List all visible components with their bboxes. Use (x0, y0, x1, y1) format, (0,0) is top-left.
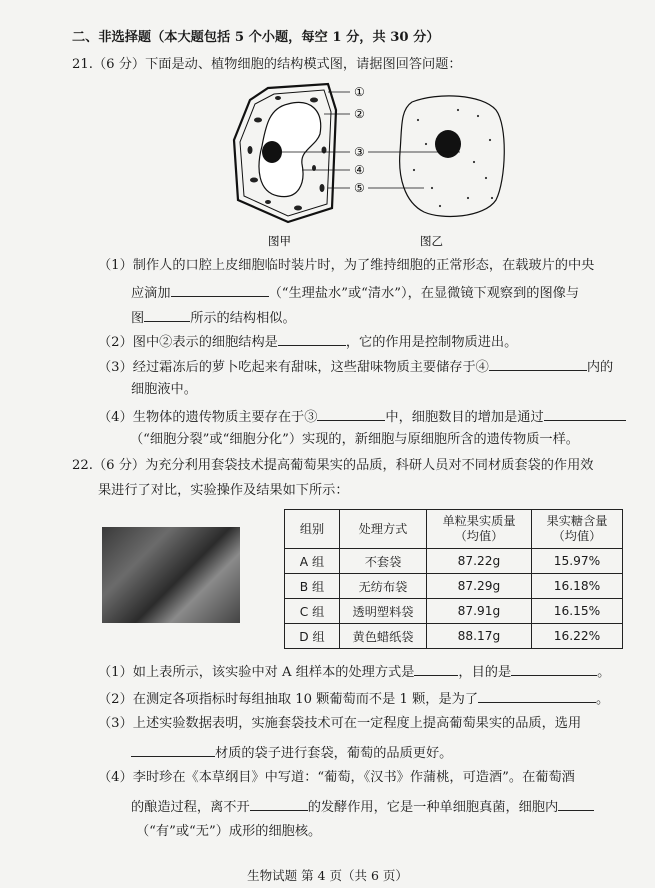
answer-blank[interactable] (171, 282, 269, 297)
answer-blank[interactable] (544, 406, 626, 421)
header-cell: 组别 (285, 510, 340, 549)
results-table (284, 509, 623, 649)
label-4: ④ (354, 163, 365, 177)
answer-blank[interactable] (250, 796, 308, 811)
fig-a-caption: 图甲 (268, 234, 291, 248)
q21-p3-line1: （3）经过霜冻后的萝卜吃起来有甜味，这些甜味物质主要储存于④ 内的 (98, 356, 613, 377)
table-row: A 组 不套袋 87.22g 15.97% (285, 549, 623, 574)
q21-p4-line2: （“细胞分裂”或“细胞分化”）实现的，新细胞与原细胞所含的遗传物质一样。 (130, 432, 579, 447)
q21-p3-line2: 细胞液中。 (131, 382, 197, 397)
q22-stem-line2: 果进行了对比，实验操作及结果如下所示： (98, 483, 349, 498)
q22-stem-line1: 22.（6 分）为充分利用套袋技术提高葡萄果实的品质，科研人员对不同材质套袋的作用效 (72, 458, 594, 473)
q21-stem: 21.（6 分）下面是动、植物细胞的结构模式图，请据图回答问题： (72, 57, 462, 72)
q21-p4-line1: （4）生物体的遗传物质主要存在于③ 中，细胞数目的增加是通过 (98, 406, 626, 427)
answer-blank[interactable] (414, 661, 458, 676)
grape-bagging-photo (102, 527, 240, 623)
label-2: ② (354, 107, 365, 121)
answer-blank[interactable] (144, 307, 190, 322)
q22-p1: （1）如上表所示，该实验中对 A 组样本的处理方式是 ，目的是 。 (98, 661, 610, 682)
q21-p1-line3: 图 所示的结构相似。 (131, 307, 296, 328)
answer-blank[interactable] (558, 796, 594, 811)
q22-p2: （2）在测定各项指标时每组抽取 10 颗葡萄而不是 1 颗，是为了 。 (98, 688, 609, 709)
cell-diagram (228, 80, 518, 250)
table-header-row (285, 510, 623, 549)
table-row: D 组 黄色蜡纸袋 88.17g 16.22% (285, 624, 623, 649)
page-footer: 生物试题 第 4 页（共 6 页） (247, 868, 408, 883)
table-row: B 组 无纺布袋 87.29g 16.18% (285, 574, 623, 599)
fig-b-caption: 图乙 (420, 234, 443, 248)
table-row: C 组 透明塑料袋 87.91g 16.15% (285, 599, 623, 624)
answer-blank[interactable] (511, 661, 597, 676)
q21-p2: （2）图中②表示的细胞结构是 ，它的作用是控制物质进出。 (98, 331, 517, 352)
header-cell: 果实糖含量 （均值） (532, 510, 623, 549)
header-cell: 处理方式 (340, 510, 427, 549)
section-header: 二、非选择题（本大题包括 5 个小题，每空 1 分，共 30 分） (72, 30, 440, 45)
q21-p1-line1: （1）制作人的口腔上皮细胞临时装片时，为了维持细胞的正常形态，在载玻片的中央 (98, 258, 595, 273)
plant-cell-figure (234, 84, 350, 222)
q22-p3-line2: 材质的袋子进行套袋，葡萄的品质更好。 (131, 742, 452, 763)
q22-p3-line1: （3）上述实验数据表明，实施套袋技术可在一定程度上提高葡萄果实的品质，选用 (98, 716, 582, 731)
q21-p1-line2: 应滴加 （“生理盐水”或“清水”），在显微镜下观察到的图像与 (131, 282, 579, 303)
label-1: ① (354, 85, 365, 99)
label-3: ③ (354, 145, 365, 159)
answer-blank[interactable] (131, 742, 215, 757)
animal-cell-figure (400, 96, 505, 217)
q22-p4-line3: （“有”或“无”）成形的细胞核。 (136, 824, 322, 839)
answer-blank[interactable] (478, 688, 596, 703)
label-5: ⑤ (354, 181, 365, 195)
answer-blank[interactable] (489, 356, 587, 371)
answer-blank[interactable] (317, 406, 385, 421)
q22-p4-line1: （4）李时珍在《本草纲目》中写道：“葡萄，《汉书》作蒲桃，可造酒”。在葡萄酒 (98, 770, 575, 785)
q22-p4-line2: 的酿造过程，离不开 的发酵作用，它是一种单细胞真菌，细胞内 (131, 796, 594, 817)
answer-blank[interactable] (278, 331, 346, 346)
header-cell: 单粒果实质量 （均值） (427, 510, 532, 549)
